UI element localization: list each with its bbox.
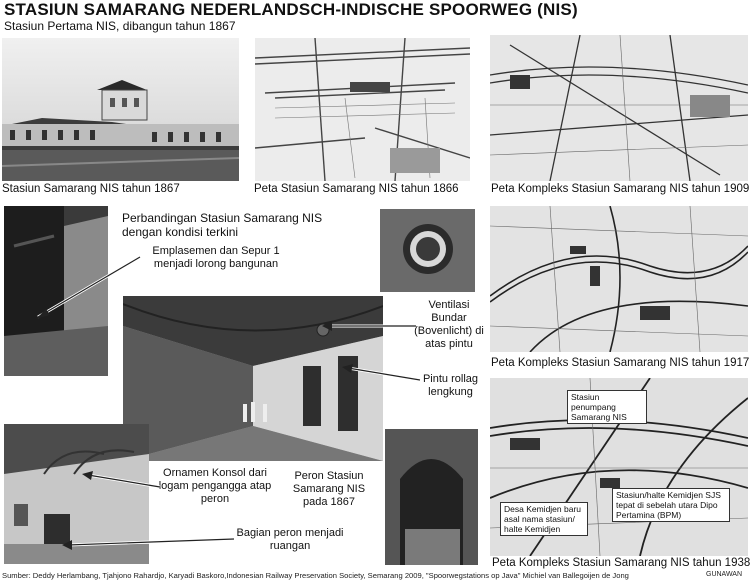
credit: GUNAWAN	[706, 571, 743, 578]
map-1909	[490, 35, 748, 181]
arrow-ventilasi	[320, 316, 420, 336]
vent-photo	[380, 209, 475, 292]
caption-map-1938: Peta Kompleks Stasiun Samarang NIS tahun 1938	[492, 557, 750, 569]
page-title: STASIUN SAMARANG NEDERLANDSCH-INDISCHE SPOORWEG (NIS)	[4, 0, 578, 19]
page-subtitle: Stasiun Pertama NIS, dibangun tahun 1867	[4, 19, 236, 33]
caption-station-1867: Stasiun Samarang NIS tahun 1867	[2, 183, 180, 195]
label-ornamen: Ornamen Konsol dari logam pengangga atap peron	[158, 467, 272, 505]
label-emplasemen: Emplasemen dan Sepur 1 menjadi lorong bangunan	[152, 245, 280, 270]
map-1866	[255, 38, 470, 181]
comparison-heading: Perbandingan Stasiun Samarang NIS dengan kondisi terkini	[122, 211, 323, 239]
station-1867-photo	[2, 38, 239, 181]
label-pintu: Pintu rollag lengkung	[422, 373, 479, 398]
annotation-kemidjen: Stasiun/halte Kemidjen SJS tepat di sebelah utara Dipo Pertamina (BPM)	[612, 488, 730, 522]
arrow-bagian	[60, 525, 238, 555]
caption-map-1866: Peta Stasiun Samarang NIS tahun 1866	[254, 183, 459, 195]
arrow-pintu	[340, 358, 422, 388]
label-ventilasi: Ventilasi Bundar (Bovenlicht) di atas pintu	[414, 299, 484, 350]
source-note: Sumber: Deddy Herlambang, Tjahjono Rahardjo, Karyadi Baskoro,Indonesian Railway Preservation Society, Semarang 2009, "Spoorwegstations op Java" Michiel van Ballegoijen de Jong	[2, 571, 629, 580]
label-peron: Peron Stasiun Samarang NIS pada 1867	[292, 470, 366, 508]
caption-map-1917: Peta Kompleks Stasiun Samarang NIS tahun 1917	[491, 357, 750, 369]
label-bagian: Bagian peron menjadi ruangan	[236, 527, 344, 552]
annotation-desa: Desa Kemidjen baru asal nama stasiun/ halte Kemidjen	[500, 502, 588, 536]
annotation-penumpang: Stasiun penumpang Samarang NIS	[567, 390, 647, 424]
caption-map-1909: Peta Kompleks Stasiun Samarang NIS tahun 1909	[491, 183, 750, 195]
arrow-ornamen	[80, 467, 164, 507]
map-1917	[490, 206, 748, 352]
arched-door-photo	[385, 429, 478, 565]
